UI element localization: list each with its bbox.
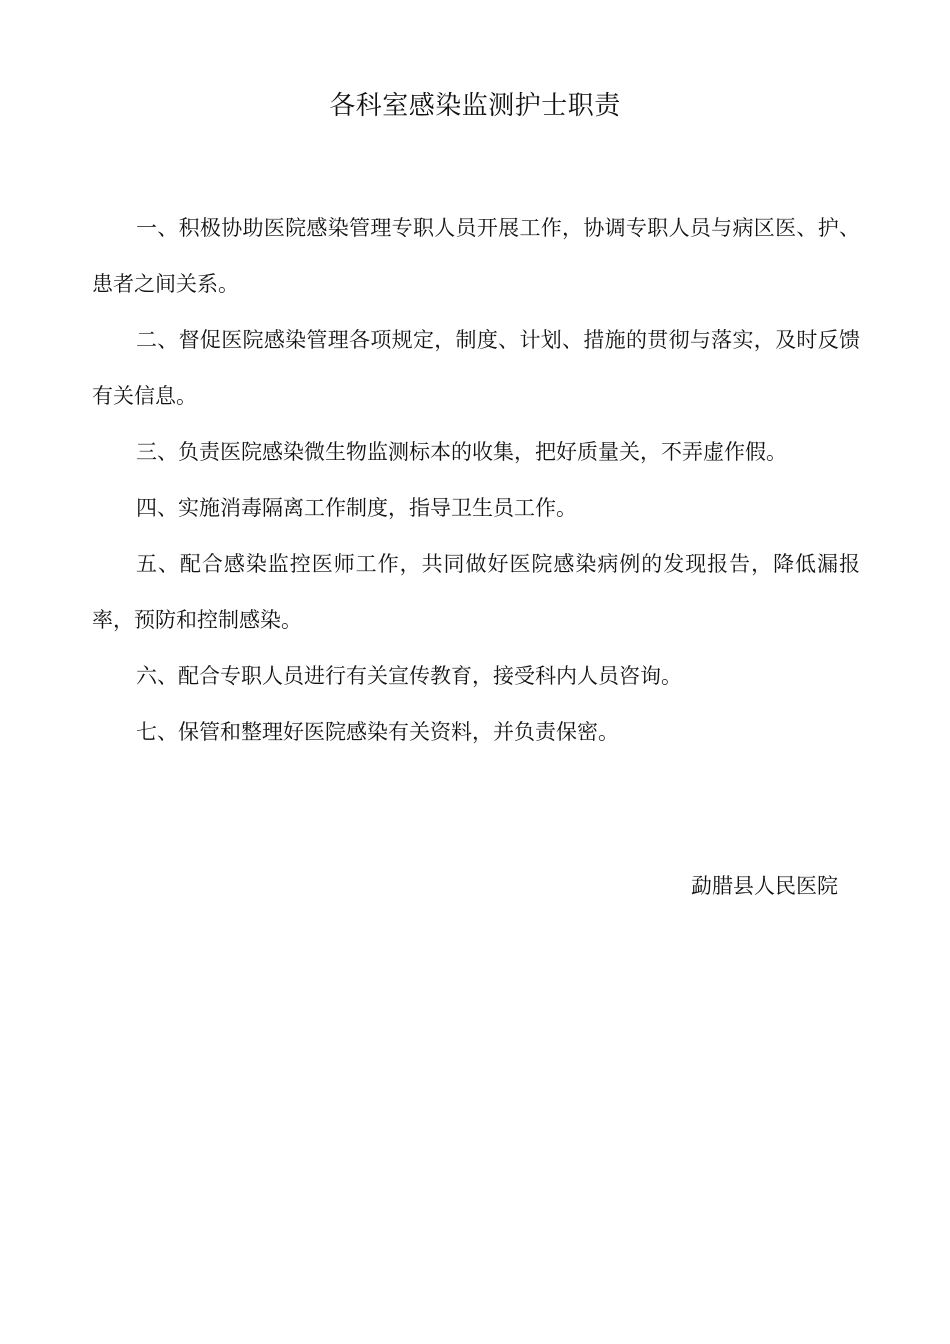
duty-item-7: 七、保管和整理好医院感染有关资料，并负责保密。 — [136, 720, 619, 744]
duty-item-2: 二、督促医院感染管理各项规定，制度、计划、措施的贯彻与落实，及时反馈有关信息。 — [92, 328, 860, 408]
duty-item-1: 一、积极协助医院感染管理专职人员开展工作，协调专职人员与病区医、护、患者之间关系。 — [92, 216, 860, 296]
duty-item-4: 四、实施消毒隔离工作制度，指导卫生员工作。 — [136, 496, 577, 520]
duty-item-3: 三、负责医院感染微生物监测标本的收集，把好质量关，不弄虚作假。 — [136, 440, 787, 464]
duty-list — [92, 200, 860, 760]
issuer-signature: 勐腊县人民医院 — [691, 874, 838, 898]
document-title: 各科室感染监测护士职责 — [329, 91, 621, 121]
duty-item-5: 五、配合感染监控医师工作，共同做好医院感染病例的发现报告，降低漏报率，预防和控制感染。 — [92, 552, 860, 632]
duty-item-6: 六、配合专职人员进行有关宣传教育，接受科内人员咨询。 — [136, 664, 682, 688]
